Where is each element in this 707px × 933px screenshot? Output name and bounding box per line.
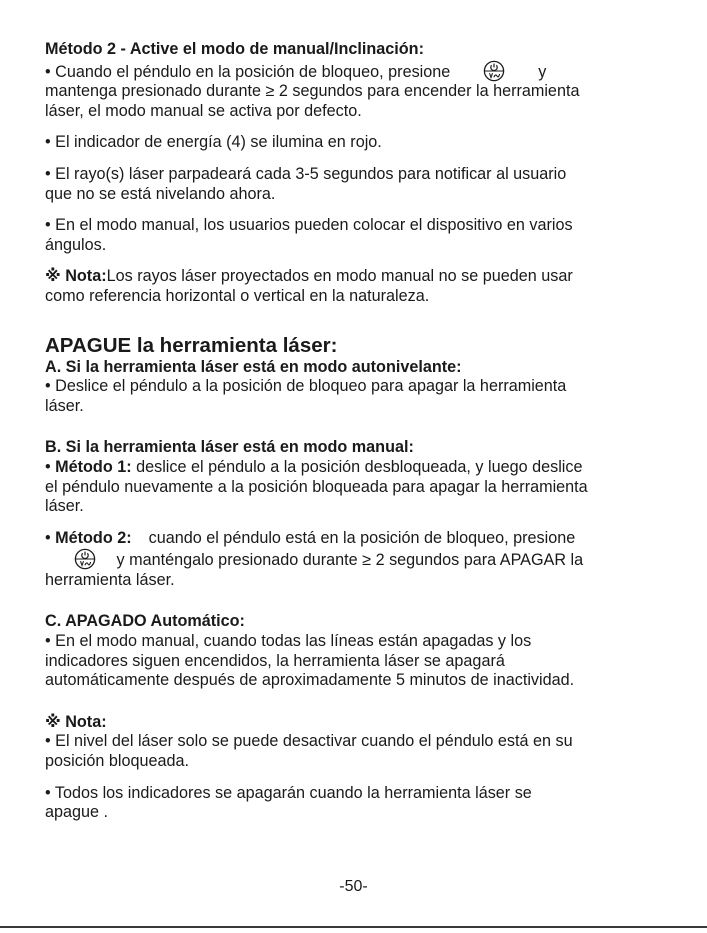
off-a-para: • Deslice el péndulo a la posición de bloqueo para apagar la herramienta láser. (45, 377, 567, 415)
off-b-method1: • Método 1: deslice el péndulo a la posición desbloqueada, y luego deslice el péndulo nuevamente a la posición bloqueada para apagar la herramienta láser. (45, 457, 588, 516)
off-note-title: ※ Nota: (45, 712, 107, 731)
power-pendulum-icon (483, 60, 505, 82)
off-title: APAGUE la herramienta láser: (45, 333, 338, 357)
page-content (45, 40, 670, 823)
page-number: -50- (339, 878, 368, 895)
power-pendulum-icon (74, 548, 96, 570)
off-c-title: C. APAGADO Automático: (45, 612, 245, 631)
method2-title: Método 2 - Active el modo de manual/Inclinación: (45, 40, 424, 58)
off-b-method2: • Método 2: cuando el péndulo está en la posición de bloqueo, presione y manténgalo presionado durante ≥ 2 segundos para APAGAR la herramienta láser. (45, 528, 584, 589)
note-label: ※ Nota: (45, 267, 107, 286)
method2-para4: • En el modo manual, los usuarios pueden colocar el dispositivo en varios ángulos. (45, 216, 573, 254)
off-a-title: A. Si la herramienta láser está en modo autonivelante: (45, 357, 462, 376)
off-c-para: • En el modo manual, cuando todas las líneas están apagadas y los indicadores siguen encendidos, la herramienta láser se apagará automáticamente después de aproximadamente 5 minutos de inactividad. (45, 632, 575, 690)
off-note-2: • Todos los indicadores se apagarán cuando la herramienta láser se apague . (45, 783, 532, 822)
off-b-title: B. Si la herramienta láser está en modo manual: (45, 438, 414, 457)
off-note-1: • El nivel del láser solo se puede desactivar cuando el péndulo está en su posición bloqueada. (45, 732, 573, 771)
method2-para1: • Cuando el péndulo en la posición de bloqueo, presione y mantenga presionado durante ≥ 2 segundos para encender la herramienta láser, el modo manual se activa por defecto. (45, 60, 670, 122)
method2-para3: • El rayo(s) láser parpadeará cada 3-5 segundos para notificar al usuario que no se está nivelando ahora. (45, 164, 567, 203)
bottom-rule (0, 926, 707, 928)
method2-para2: • El indicador de energía (4) se ilumina en rojo. (45, 133, 382, 152)
method2-note: ※ Nota:Los rayos láser proyectados en modo manual no se pueden usar como referencia horizontal o vertical en la naturaleza. (45, 267, 573, 305)
